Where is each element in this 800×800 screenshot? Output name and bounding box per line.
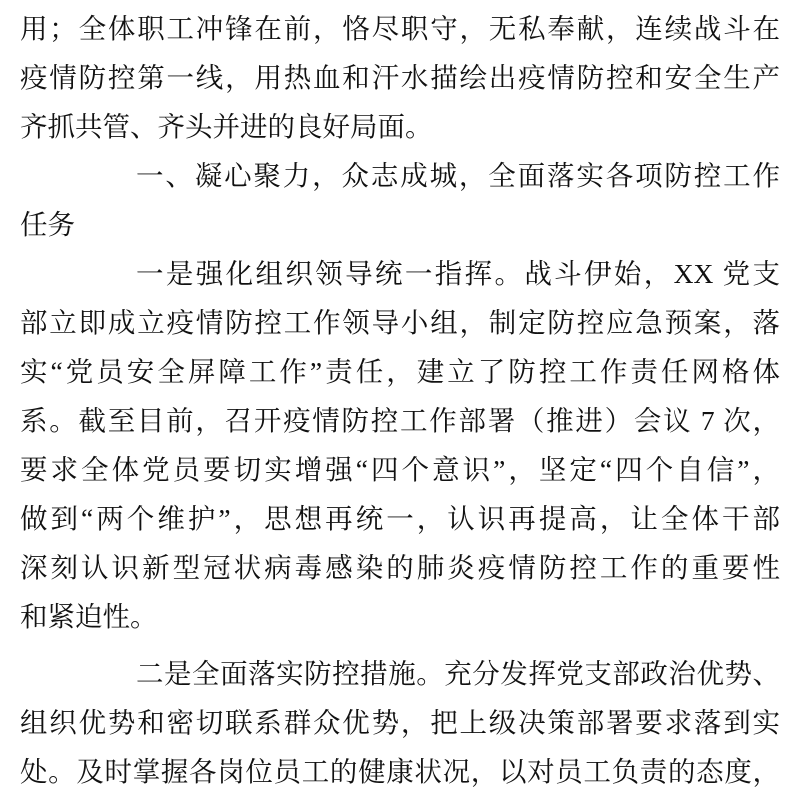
section-heading — [20, 151, 780, 249]
text-line: 处。及时掌握各岗位员工的健康状况，以对员工负责的态度， — [20, 756, 780, 787]
paragraph-measures — [20, 649, 780, 796]
heading-line: 任务 — [20, 209, 75, 240]
text-line: 齐抓共管、齐头并进的良好局面。 — [20, 111, 433, 142]
text-line: 实“党员安全屏障工作”责任，建立了防控工作责任网格体 — [20, 356, 780, 387]
text-line: 疫情防控第一线，用热血和汗水描绘出疫情防控和安全生产 — [20, 62, 780, 93]
text-line: 二是全面落实防控措施。充分发挥党支部政治优势、 — [136, 658, 780, 689]
text-line: 做到“两个维护”，思想再统一，认识再提高，让全体干部 — [20, 503, 780, 534]
text-line: 要求全体党员要切实增强“四个意识”，坚定“四个自信”， — [20, 454, 780, 485]
paragraph-leadership — [20, 249, 780, 641]
text-line: 深刻认识新型冠状病毒感染的肺炎疫情防控工作的重要性 — [20, 552, 780, 583]
text-line: 和紧迫性。 — [20, 601, 158, 632]
heading-line: 一、凝心聚力，众志成城，全面落实各项防控工作 — [136, 160, 780, 191]
text-line: 用；全体职工冲锋在前，恪尽职守，无私奉献，连续战斗在 — [20, 13, 780, 44]
text-line: 一是强化组织领导统一指挥。战斗伊始，XX 党支 — [136, 258, 780, 289]
text-line: 组织优势和密切联系群众优势，把上级决策部署要求落到实 — [20, 707, 780, 738]
text-line: 部立即成立疫情防控工作领导小组，制定防控应急预案，落 — [20, 307, 780, 338]
paragraph-intro-continuation — [20, 4, 780, 151]
document-page — [20, 4, 780, 796]
text-line: 系。截至目前，召开疫情防控工作部署（推进）会议 7 次， — [20, 405, 780, 436]
